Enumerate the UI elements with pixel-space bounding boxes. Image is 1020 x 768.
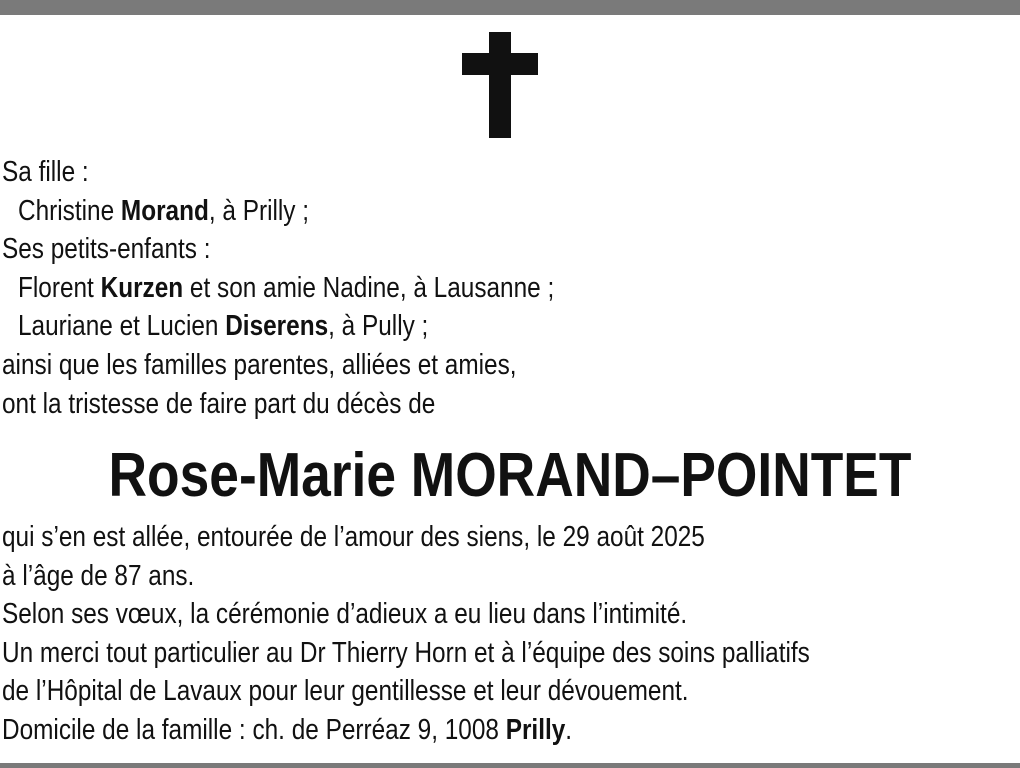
- relatives-line: ainsi que les familles parentes, alliées et amies,: [2, 349, 517, 381]
- age-line: à l’âge de 87 ans.: [2, 560, 195, 592]
- death-date-line: qui s’en est allée, entourée de l’amour des siens, le 29 août 2025: [2, 521, 705, 553]
- bottom-border-rule: [0, 763, 1020, 768]
- grandchild2-rest: , à Pully ;: [328, 310, 429, 342]
- cross-icon: [462, 32, 538, 138]
- daughter-place: , à Prilly ;: [208, 195, 310, 227]
- grandchildren-heading: Ses petits-enfants :: [2, 233, 211, 265]
- top-border-rule: [0, 0, 1020, 15]
- cross-horizontal-bar: [462, 53, 538, 75]
- ceremony-line: Selon ses vœux, la cérémonie d’adieux a eu lieu dans l’intimité.: [2, 598, 688, 630]
- daughter-surname: Morand: [120, 195, 209, 227]
- grandchild1-rest: et son amie Nadine, à Lausanne ;: [183, 272, 555, 304]
- address-suffix: .: [565, 714, 573, 746]
- announcement-line: ont la tristesse de faire part du décès de: [2, 388, 436, 420]
- daughter-first-name: Christine: [18, 195, 121, 227]
- grandchild-line-1: [18, 270, 554, 306]
- grandchild-line-2: [18, 308, 428, 344]
- address-city: Prilly: [505, 714, 566, 746]
- cross-vertical-bar: [489, 32, 511, 138]
- thanks-line-1: Un merci tout particulier au Dr Thierry Horn et à l’équipe des soins palliatifs: [2, 637, 810, 669]
- grandchild1-first-name: Florent: [18, 272, 101, 304]
- grandchild2-first-name: Lauriane et Lucien: [18, 310, 226, 342]
- address-line: [2, 712, 572, 748]
- grandchild1-surname: Kurzen: [100, 272, 184, 304]
- daughter-heading: Sa fille :: [2, 156, 89, 188]
- grandchild2-surname: Diserens: [225, 310, 329, 342]
- thanks-line-2: de l’Hôpital de Lavaux pour leur gentillesse et leur dévouement.: [2, 675, 689, 707]
- deceased-name: Rose-Marie MORAND–POINTET: [108, 441, 912, 510]
- address-prefix: Domicile de la famille : ch. de Perréaz 9, 1008: [2, 714, 506, 746]
- daughter-line: [18, 193, 309, 229]
